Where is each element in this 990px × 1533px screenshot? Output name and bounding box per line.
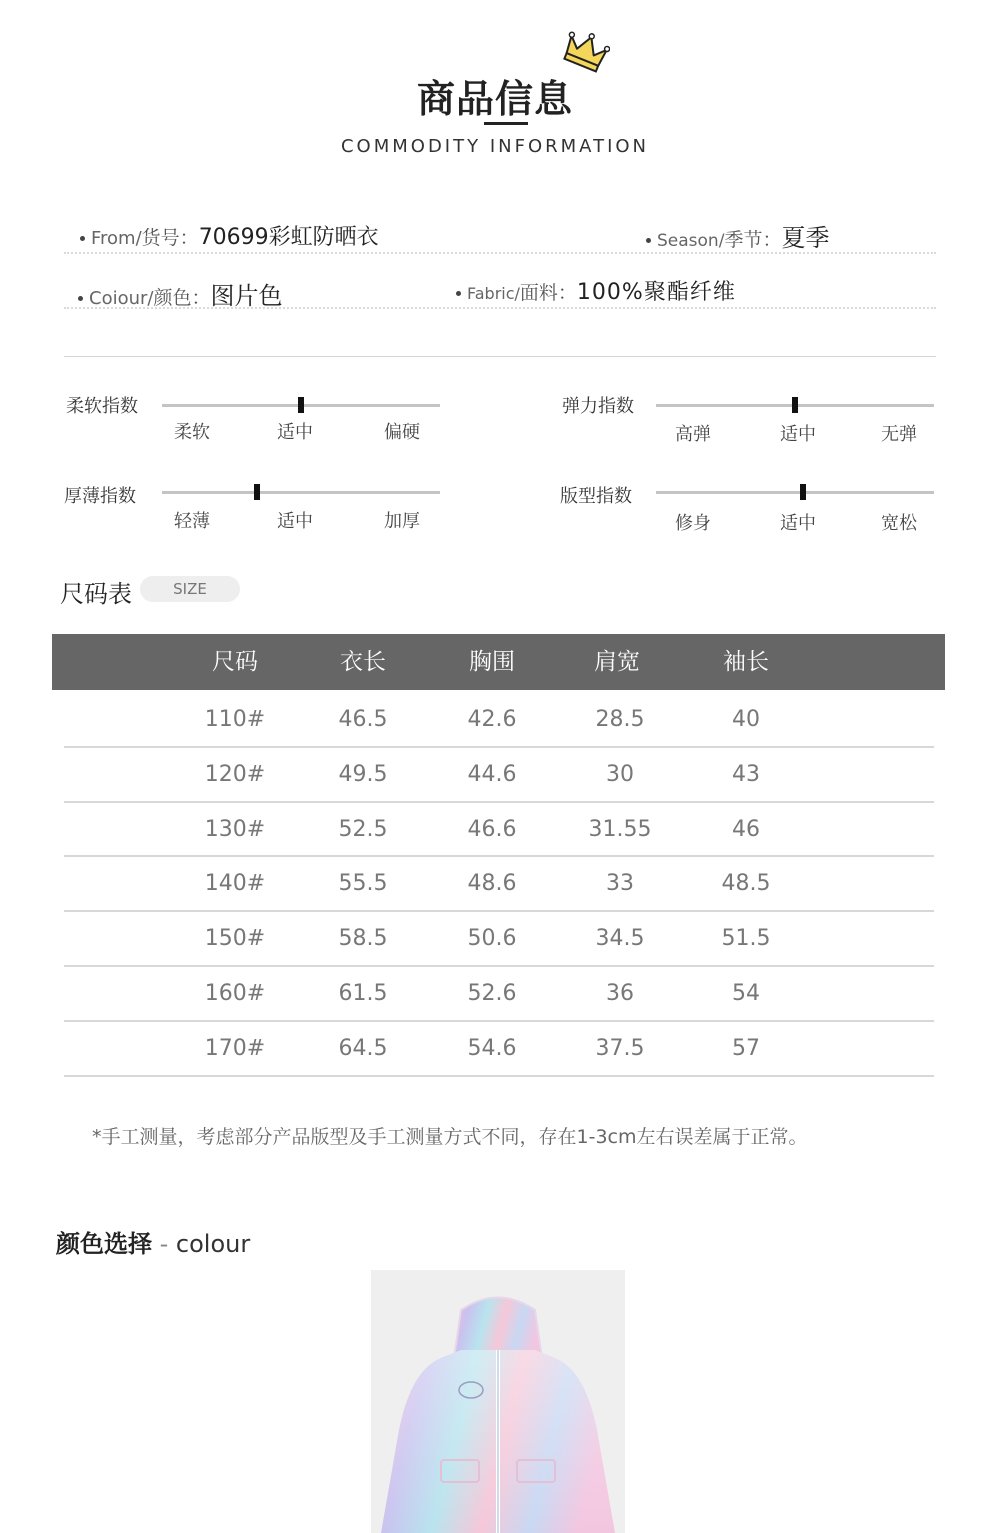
table-cell: 46.5	[338, 707, 388, 732]
index-marker	[792, 397, 798, 413]
bullet-icon	[78, 296, 83, 301]
index-tick: 偏硬	[384, 422, 420, 443]
table-cell: 48.5	[721, 871, 771, 897]
index-tick: 适中	[277, 422, 313, 443]
table-cell: 64.5	[338, 1035, 388, 1061]
info-item-no-en: From/	[91, 228, 142, 249]
index-marker	[800, 484, 806, 500]
colour-title-en: colour	[175, 1230, 251, 1258]
info-fabric-en: Fabric/	[467, 284, 520, 303]
table-cell: 160#	[204, 981, 266, 1006]
table-cell: 30	[606, 761, 634, 787]
info-colour-en: Coiour/	[89, 288, 154, 309]
index-title: 弹力指数	[562, 396, 634, 417]
table-cell: 37.5	[595, 1035, 645, 1061]
size-badge: SIZE	[140, 576, 240, 602]
table-cell: 170#	[204, 1035, 266, 1061]
info-fabric-value: 100%聚酯纤维	[576, 280, 736, 305]
table-cell: 110#	[204, 707, 266, 732]
table-header-cell: 袖长	[723, 649, 769, 675]
divider	[64, 252, 936, 254]
info-season-value: 夏季	[781, 224, 830, 252]
colour-title-separator: -	[152, 1230, 176, 1258]
table-cell: 46	[732, 816, 760, 842]
index-title: 厚薄指数	[64, 486, 136, 507]
table-header-cell: 胸围	[469, 649, 515, 675]
info-colour-cn: 颜色：	[153, 287, 211, 309]
table-cell: 34.5	[595, 926, 645, 952]
table-cell: 61.5	[338, 981, 388, 1006]
info-season-cn: 季节：	[724, 229, 782, 251]
table-cell: 46.6	[467, 816, 517, 842]
table-cell: 54	[732, 981, 760, 1006]
info-item-no-cn: 货号：	[141, 227, 199, 249]
page-title: 商品信息	[416, 77, 573, 121]
index-title: 版型指数	[560, 486, 632, 507]
table-cell: 48.6	[467, 871, 517, 897]
table-cell: 42.6	[467, 707, 517, 732]
index-tick: 适中	[277, 511, 313, 532]
divider	[64, 356, 936, 357]
table-cell: 58.5	[338, 926, 388, 952]
index-tick: 适中	[780, 424, 816, 445]
colour-title-cn: 颜色选择	[56, 1230, 152, 1258]
info-season-en: Season/	[657, 231, 725, 251]
info-item-no-value: 70699彩虹防晒衣	[198, 225, 379, 250]
index-elasticity	[560, 390, 940, 450]
table-cell: 36	[606, 981, 634, 1006]
colour-section-title	[56, 1224, 250, 1259]
rainbow-jacket-image	[371, 1270, 625, 1533]
table-cell: 50.6	[467, 926, 517, 952]
table-cell: 33	[606, 871, 634, 897]
table-cell: 43	[732, 761, 760, 787]
table-header-cell: 肩宽	[594, 649, 640, 675]
bullet-icon	[456, 291, 461, 296]
bullet-icon	[646, 238, 651, 243]
table-cell: 49.5	[338, 761, 388, 787]
table-cell: 120#	[204, 761, 266, 787]
index-tick: 高弹	[675, 424, 711, 445]
index-tick: 加厚	[384, 511, 420, 532]
info-colour-value: 图片色	[210, 282, 283, 310]
index-tick: 轻薄	[174, 511, 210, 532]
table-cell: 52.6	[467, 981, 517, 1006]
table-cell: 140#	[204, 871, 266, 897]
index-tick: 适中	[780, 513, 816, 534]
size-table-header	[52, 634, 945, 690]
table-cell: 28.5	[595, 707, 645, 732]
index-tick: 柔软	[174, 422, 210, 443]
crown-icon	[560, 30, 610, 76]
index-marker	[254, 484, 260, 500]
table-cell: 57	[732, 1035, 760, 1061]
table-cell: 54.6	[467, 1035, 517, 1061]
index-marker	[298, 397, 304, 413]
table-cell: 40	[732, 707, 760, 732]
index-tick: 无弹	[881, 424, 917, 445]
size-table-title: 尺码表	[60, 580, 132, 608]
info-fabric-cn: 面料：	[519, 282, 577, 304]
index-title: 柔软指数	[66, 396, 138, 417]
index-track	[656, 491, 934, 494]
table-header-cell: 尺码	[212, 649, 258, 675]
info-season	[646, 218, 829, 253]
table-cell: 52.5	[338, 816, 388, 842]
row-divider	[64, 1075, 934, 1077]
index-tick: 宽松	[881, 513, 917, 534]
bullet-icon	[80, 236, 85, 241]
divider	[64, 307, 936, 309]
index-softness	[64, 390, 444, 450]
info-fabric	[456, 275, 736, 306]
table-cell: 44.6	[467, 761, 517, 787]
index-tick: 修身	[675, 513, 711, 534]
page-subtitle: COMMODITY INFORMATION	[340, 136, 650, 157]
product-photo	[371, 1270, 625, 1533]
index-thickness	[64, 478, 444, 538]
measurement-note: *手工测量，考虑部分产品版型及手工测量方式不同，存在1-3cm左右误差属于正常。	[92, 1126, 808, 1148]
table-cell: 55.5	[338, 871, 388, 897]
table-cell: 150#	[204, 926, 266, 952]
index-track	[162, 491, 440, 494]
table-header-cell: 衣长	[340, 649, 386, 675]
info-item-no	[80, 220, 379, 251]
table-cell: 31.55	[588, 816, 652, 842]
info-colour	[78, 276, 282, 311]
table-cell: 130#	[204, 816, 266, 842]
index-fit	[560, 478, 940, 538]
title-underline	[484, 122, 528, 125]
table-cell: 51.5	[721, 926, 771, 952]
